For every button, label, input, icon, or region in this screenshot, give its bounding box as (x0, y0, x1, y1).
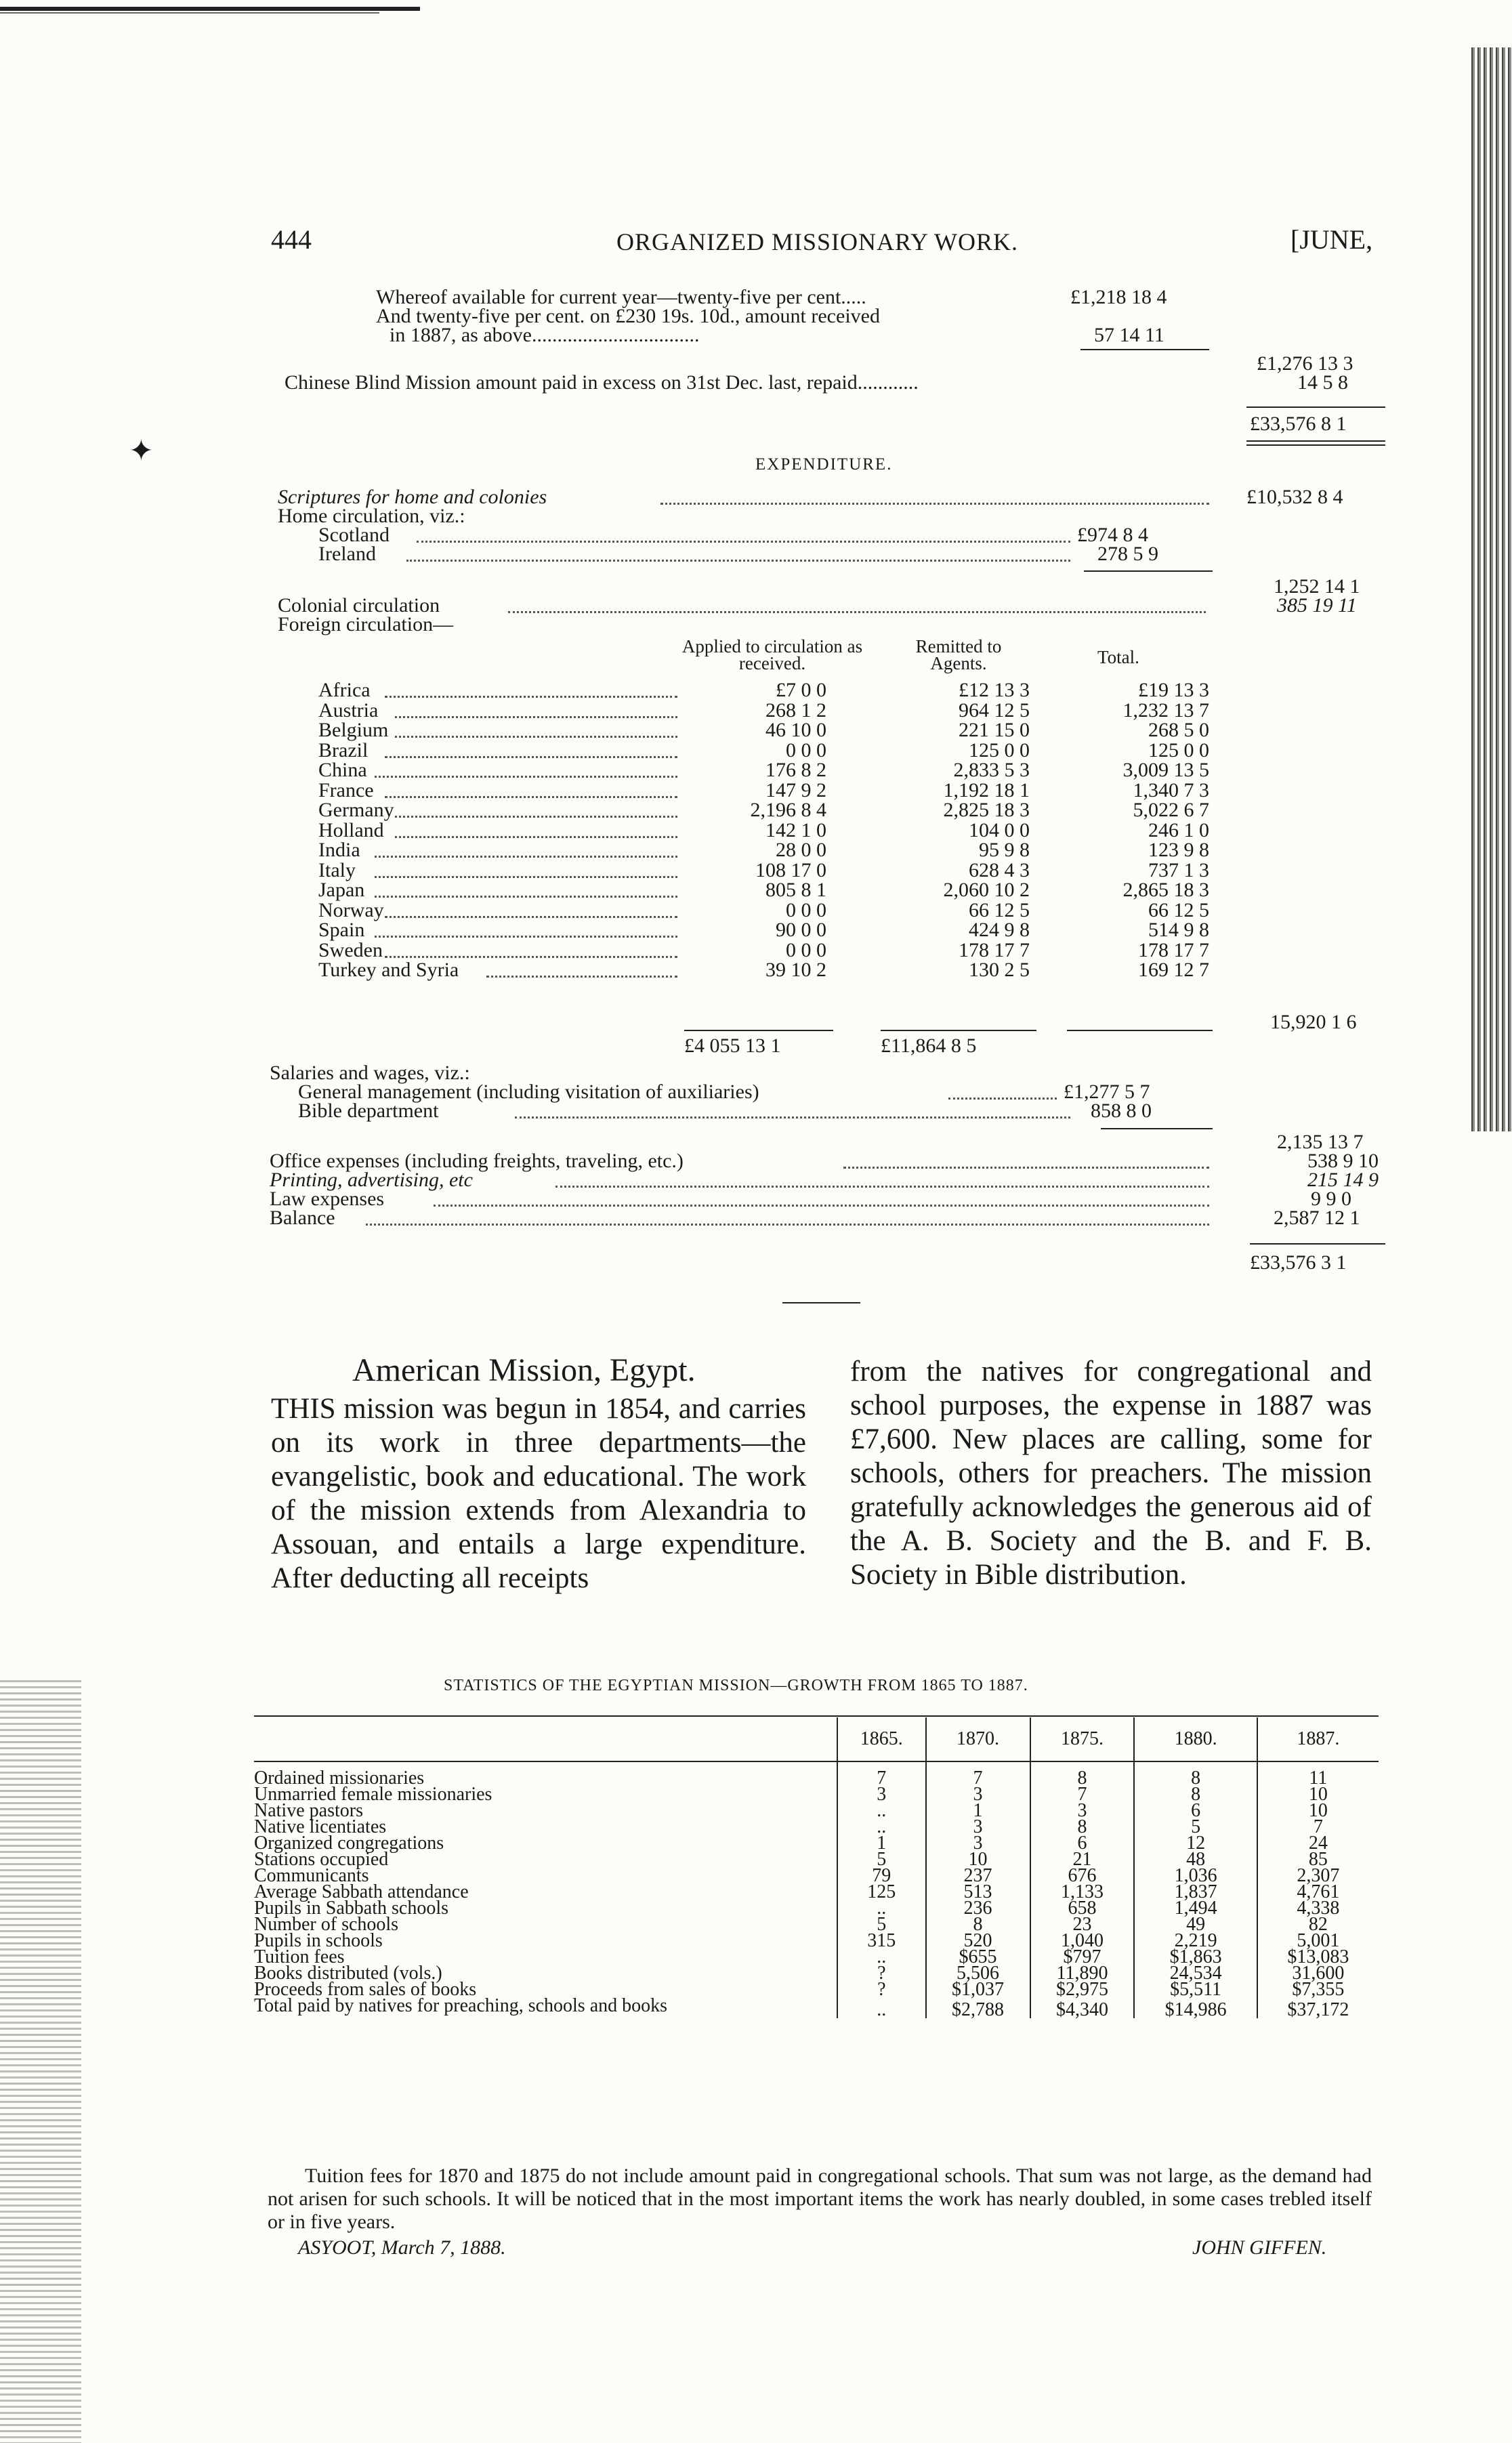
stats-cell: .. (837, 1819, 926, 1835)
stats-cell: 6 (1030, 1835, 1135, 1852)
remitted-value: 125 0 0 (969, 738, 1030, 761)
stats-row (254, 1835, 1379, 1852)
leader-dots (395, 836, 677, 838)
country-total: 737 1 3 (1148, 858, 1209, 881)
remitted-value: 95 9 8 (979, 839, 1030, 861)
stats-row-label: Total paid by natives for preaching, schools and books (254, 1995, 668, 2016)
remitted-value: 2,833 5 3 (953, 759, 1030, 781)
leader-dots (948, 1098, 1057, 1100)
fin-line-2: And twenty-five per cent. on £230 19s. 10d., amount received (376, 305, 880, 327)
running-head-right: [JUNE, (1290, 224, 1373, 255)
stats-cell: 85 (1257, 1852, 1379, 1868)
leader-dots (375, 876, 677, 878)
leader-dots (555, 1186, 1209, 1188)
stats-cell: 10 (1257, 1803, 1379, 1819)
stats-cell: 676 (1030, 1868, 1135, 1884)
stats-cell: 658 (1030, 1900, 1135, 1917)
stats-cell: 2,307 (1257, 1868, 1379, 1884)
scriptures-value: £10,532 8 4 (1246, 486, 1343, 508)
salaries-label: Salaries and wages, viz.: (270, 1062, 470, 1084)
applied-value: 0 0 0 (786, 738, 826, 761)
stats-cell: ? (837, 1982, 926, 1998)
salaries-total: 2,135 13 7 (1277, 1131, 1364, 1153)
expenditure-heading: EXPENDITURE. (755, 455, 893, 474)
remitted-value: 964 12 5 (959, 698, 1030, 722)
country-total: 268 5 0 (1148, 719, 1209, 741)
applied-value: 0 0 0 (786, 938, 826, 961)
rule (254, 1715, 1379, 1717)
country-total: £19 13 3 (1138, 679, 1209, 701)
stats-cell: $655 (926, 1949, 1030, 1965)
article-text-left: THIS mission was begun in 1854, and carries on its work in three departments—the evangelistic, book and educational. The work of the mission extends from Alexandria to Assouan, and entails a large expenditure. After deducting all receipts (271, 1393, 806, 1594)
stats-cell: 1 (926, 1803, 1030, 1819)
foreign-total: 15,920 1 6 (1270, 1011, 1357, 1033)
rule (1067, 1030, 1213, 1031)
stats-cell: 7 (837, 1761, 926, 1787)
rule (1101, 1128, 1213, 1129)
remitted-value: 1,192 18 1 (943, 778, 1030, 801)
sum-applied: £4 055 13 1 (684, 1035, 781, 1057)
stats-cell: 79 (837, 1868, 926, 1884)
leader-dots (515, 1116, 1070, 1119)
leader-dots (406, 560, 1070, 562)
rule (1246, 406, 1385, 408)
stats-row (254, 1900, 1379, 1917)
country-total: 125 0 0 (1148, 738, 1209, 761)
country-name: Japan (318, 879, 365, 901)
country-total: 66 12 5 (1148, 898, 1209, 921)
col-header-applied: Applied to circulation as received. (681, 636, 863, 673)
stats-cell: 1,837 (1134, 1884, 1257, 1900)
leader-dots (395, 736, 677, 738)
stats-cell: 49 (1134, 1917, 1257, 1933)
col-header-remitted: Remitted to Agents. (915, 636, 1002, 673)
stats-cell: 1,036 (1134, 1868, 1257, 1884)
colonial-value: 385 19 11 (1277, 594, 1357, 617)
stats-cell: .. (837, 1949, 926, 1965)
country-name: China (318, 759, 367, 781)
stats-cell: $2,975 (1030, 1982, 1135, 1998)
stats-cell: 11 (1257, 1761, 1379, 1787)
leader-dots (385, 696, 677, 698)
country-total: 3,009 13 5 (1122, 759, 1209, 781)
country-name: Norway (318, 898, 384, 921)
stats-cell: 6 (1134, 1803, 1257, 1819)
year-header: 1870. (926, 1717, 1030, 1761)
office-value: 538 9 10 (1307, 1150, 1379, 1172)
fin-line-1: Whereof available for current year—twenty-five per cent..... (376, 286, 866, 308)
stats-cell: 31,600 (1257, 1965, 1379, 1982)
remitted-value: 2,825 18 3 (943, 799, 1030, 821)
applied-value: 176 8 2 (765, 759, 826, 781)
stats-cell: $797 (1030, 1949, 1135, 1965)
general-management-value: £1,277 5 7 (1064, 1081, 1150, 1103)
section-divider (782, 1302, 860, 1303)
stats-row-label: Pupils in Sabbath schools (254, 1898, 449, 1919)
stats-row-label: Books distributed (vols.) (254, 1963, 442, 1984)
remitted-value: 424 9 8 (969, 919, 1030, 941)
rule (1246, 444, 1385, 446)
stats-cell: 24,534 (1134, 1965, 1257, 1982)
stats-cell: $1,863 (1134, 1949, 1257, 1965)
foreign-label: Foreign circulation— (278, 613, 454, 635)
statistics-table (254, 1717, 1379, 2018)
scriptures-label: Scriptures for home and colonies (278, 486, 547, 508)
applied-value: 90 0 0 (776, 919, 826, 941)
printing-label: Printing, advertising, etc (270, 1169, 473, 1191)
stats-cell: 8 (926, 1917, 1030, 1933)
printing-value: 215 14 9 (1307, 1169, 1379, 1191)
stats-cell: 5,506 (926, 1965, 1030, 1982)
country-name: Spain (318, 919, 365, 941)
stats-cell: 4,338 (1257, 1900, 1379, 1917)
stats-row (254, 1803, 1379, 1819)
scotland-value: £974 8 4 (1077, 524, 1148, 546)
article-text-right: from the natives for congregational and school purposes, the expense in 1887 was £7,600. New places are calling, some for schools, others for preachers. The mission gratefully acknowledges the generous aid of the A. B. Society and the B. and F. B. Society in Bible distribution. (850, 1356, 1372, 1591)
stats-cell: 12 (1134, 1835, 1257, 1852)
applied-value: 0 0 0 (786, 898, 826, 921)
remitted-value: 130 2 5 (969, 959, 1030, 981)
country-name: Austria (318, 698, 379, 722)
stats-row-label: Ordained missionaries (254, 1768, 425, 1789)
remitted-value: 2,060 10 2 (943, 879, 1030, 901)
year-header: 1880. (1134, 1717, 1257, 1761)
stats-cell: 3 (926, 1787, 1030, 1803)
sum-remitted: £11,864 8 5 (881, 1035, 977, 1057)
leader-dots (395, 716, 677, 718)
leader-dots (843, 1167, 1209, 1169)
colonial-label: Colonial circulation (278, 594, 440, 617)
stats-row-label: Stations occupied (254, 1849, 389, 1870)
leader-dots (375, 936, 677, 938)
applied-value: 147 9 2 (765, 778, 826, 801)
stats-cell: 8 (1030, 1819, 1135, 1835)
bible-department-label: Bible department (298, 1100, 439, 1122)
stats-row-label: Number of schools (254, 1914, 399, 1935)
scan-binding-edge (1471, 47, 1512, 1131)
fin-value-2: 57 14 11 (1094, 324, 1164, 346)
leader-dots (375, 776, 677, 778)
country-name: Sweden (318, 938, 383, 961)
applied-value: 2,196 8 4 (750, 799, 826, 821)
scan-edge-line-thin (0, 12, 379, 14)
remitted-value: 221 15 0 (959, 719, 1030, 741)
stats-row (254, 1761, 1379, 1787)
footnote-place-date: ASYOOT, March 7, 1888. (298, 2236, 506, 2259)
leader-dots (385, 756, 677, 758)
rule (1080, 349, 1209, 350)
stats-cell: 237 (926, 1868, 1030, 1884)
stats-cell: 315 (837, 1933, 926, 1949)
applied-value: £7 0 0 (776, 679, 826, 701)
general-management-label: General management (including visitation of auxiliaries) (298, 1081, 759, 1103)
stats-cell: 8 (1134, 1787, 1257, 1803)
stats-row-label: Organized congregations (254, 1833, 444, 1854)
leader-dots (375, 856, 677, 858)
fin-value-3: £1,276 13 3 (1257, 352, 1353, 375)
country-name: Belgium (318, 719, 389, 741)
scan-edge-line (0, 7, 420, 11)
stats-cell: 125 (837, 1884, 926, 1900)
applied-value: 108 17 0 (755, 858, 826, 881)
country-name: Germany (318, 799, 394, 821)
stats-cell: 3 (1030, 1803, 1135, 1819)
stats-cell: 3 (926, 1819, 1030, 1835)
country-name: Italy (318, 858, 356, 881)
country-total: 514 9 8 (1148, 919, 1209, 941)
stats-row-label: Native pastors (254, 1800, 363, 1821)
stats-cell: .. (837, 1803, 926, 1819)
remitted-value: 104 0 0 (969, 818, 1030, 841)
stats-cell: 236 (926, 1900, 1030, 1917)
year-header: 1875. (1030, 1717, 1135, 1761)
stats-row (254, 1787, 1379, 1803)
rule (881, 1030, 1036, 1031)
stats-cell: $7,355 (1257, 1982, 1379, 1998)
country-name: Africa (318, 679, 371, 701)
country-name: France (318, 778, 374, 801)
footnote-signature: JOHN GIFFEN. (1192, 2236, 1327, 2259)
rule (1250, 1243, 1385, 1245)
rule (684, 1030, 833, 1031)
scan-left-edge (0, 1680, 81, 2443)
applied-value: 268 1 2 (765, 698, 826, 722)
stats-cell: $2,788 (926, 1998, 1030, 2018)
stats-cell: 5 (1134, 1819, 1257, 1835)
home-total: 1,252 14 1 (1274, 575, 1360, 598)
scotland-label: Scotland (318, 524, 390, 546)
receipts-total: £33,576 8 1 (1250, 413, 1347, 435)
applied-value: 28 0 0 (776, 839, 826, 861)
stats-row (254, 1998, 1379, 2018)
country-total: 246 1 0 (1148, 818, 1209, 841)
country-name: India (318, 839, 360, 861)
stats-cell: $37,172 (1257, 1998, 1379, 2018)
remitted-value: 66 12 5 (969, 898, 1030, 921)
stats-cell: 82 (1257, 1917, 1379, 1933)
stats-cell: 11,890 (1030, 1965, 1135, 1982)
fin-line-3: in 1887, as above................................. (390, 324, 700, 346)
bible-department-value: 858 8 0 (1091, 1100, 1152, 1122)
stats-cell: $14,986 (1134, 1998, 1257, 2018)
country-total: 5,022 6 7 (1133, 799, 1209, 821)
stats-row-label: Native licentiates (254, 1816, 387, 1837)
stats-cell: 513 (926, 1884, 1030, 1900)
expenditure-grand-total: £33,576 3 1 (1250, 1251, 1347, 1274)
country-total: 169 12 7 (1138, 959, 1209, 981)
remitted-value: 628 4 3 (969, 858, 1030, 881)
footnote-text: Tuition fees for 1870 and 1875 do not include amount paid in congregational schools. That sum was not large, as the demand had not arisen for such schools. It will be noticed that in the most important items the work has nearly doubled, in some cases trebled itself or in five years. (268, 2165, 1372, 2233)
stats-cell: 24 (1257, 1835, 1379, 1852)
stats-cell: 21 (1030, 1852, 1135, 1868)
remitted-value: £12 13 3 (959, 679, 1030, 701)
stats-cell: 520 (926, 1933, 1030, 1949)
leader-dots (486, 976, 677, 978)
stats-row-label: Communicants (254, 1865, 369, 1886)
stats-cell: 1,494 (1134, 1900, 1257, 1917)
rule (1084, 570, 1213, 572)
stats-cell: 23 (1030, 1917, 1135, 1933)
stats-row-label: Proceeds from sales of books (254, 1979, 477, 2000)
stats-cell: $13,083 (1257, 1949, 1379, 1965)
law-value: 9 9 0 (1311, 1188, 1351, 1210)
applied-value: 805 8 1 (765, 879, 826, 901)
stats-row-label: Tuition fees (254, 1946, 345, 1967)
stats-cell: 8 (1134, 1761, 1257, 1787)
col-header-total: Total. (1097, 647, 1139, 667)
country-total: 2,865 18 3 (1122, 879, 1209, 901)
fin-line-4: Chinese Blind Mission amount paid in excess on 31st Dec. last, repaid............ (285, 371, 919, 394)
leader-dots (366, 1224, 1209, 1226)
stats-cell: 10 (926, 1852, 1030, 1868)
stats-cell: 10 (1257, 1787, 1379, 1803)
stats-cell: 5,001 (1257, 1933, 1379, 1949)
office-label: Office expenses (including freights, traveling, etc.) (270, 1150, 684, 1172)
stats-cell: .. (837, 1998, 926, 2018)
stats-cell: 48 (1134, 1852, 1257, 1868)
country-total: 1,340 7 3 (1133, 778, 1209, 801)
leader-dots (385, 956, 677, 958)
leader-dots (395, 816, 677, 818)
stats-cell: $4,340 (1030, 1998, 1135, 2018)
stats-row-label: Unmarried female missionaries (254, 1784, 492, 1805)
leader-dots (508, 611, 1206, 613)
country-total: 1,232 13 7 (1122, 698, 1209, 722)
applied-value: 46 10 0 (765, 719, 826, 741)
stats-cell: 8 (1030, 1761, 1135, 1787)
applied-value: 142 1 0 (765, 818, 826, 841)
year-header: 1887. (1257, 1717, 1379, 1761)
leader-dots (375, 896, 677, 898)
year-header: 1865. (837, 1717, 926, 1761)
stats-row-label: Average Sabbath attendance (254, 1881, 469, 1902)
ink-mark: ✦ (129, 434, 154, 467)
stats-cell: 1 (837, 1835, 926, 1852)
stats-row-label: Pupils in schools (254, 1930, 383, 1951)
balance-label: Balance (270, 1207, 335, 1229)
stats-cell: $5,511 (1134, 1982, 1257, 1998)
stats-cell: 7 (1030, 1787, 1135, 1803)
country-name: Turkey and Syria (318, 959, 459, 981)
stats-cell: 2,219 (1134, 1933, 1257, 1949)
stats-cell: 1,133 (1030, 1884, 1135, 1900)
leader-dots (417, 541, 1070, 543)
stats-cell: 5 (837, 1917, 926, 1933)
stats-caption: STATISTICS OF THE EGYPTIAN MISSION—GROWTH FROM 1865 TO 1887. (444, 1677, 1028, 1694)
stats-cell: .. (837, 1900, 926, 1917)
stats-label-header (254, 1717, 837, 1761)
country-total: 123 9 8 (1148, 839, 1209, 861)
leader-dots (434, 1205, 1209, 1207)
leader-dots (660, 503, 1209, 505)
ireland-label: Ireland (318, 543, 376, 565)
leader-dots (385, 916, 677, 918)
country-name: Holland (318, 818, 384, 841)
fin-value-1: £1,218 18 4 (1070, 286, 1167, 308)
country-total: 178 17 7 (1138, 938, 1209, 961)
remitted-value: 178 17 7 (959, 938, 1030, 961)
leader-dots (385, 796, 677, 798)
applied-value: 39 10 2 (765, 959, 826, 981)
stats-cell: ? (837, 1965, 926, 1982)
fin-value-4: 14 5 8 (1297, 371, 1348, 394)
stats-cell: 3 (926, 1835, 1030, 1852)
home-circulation-label: Home circulation, viz.: (278, 505, 465, 527)
ireland-value: 278 5 9 (1097, 543, 1158, 565)
stats-cell: 4,761 (1257, 1884, 1379, 1900)
country-name: Brazil (318, 738, 369, 761)
running-title: ORGANIZED MISSIONARY WORK. (616, 228, 1019, 255)
stats-cell: 7 (1257, 1819, 1379, 1835)
stats-cell: 3 (837, 1787, 926, 1803)
rule (1246, 440, 1385, 442)
stats-cell: 5 (837, 1852, 926, 1868)
page-number: 444 (271, 224, 312, 255)
stats-cell: $1,037 (926, 1982, 1030, 1998)
stats-cell: 1,040 (1030, 1933, 1135, 1949)
article-title: American Mission, Egypt. (352, 1352, 696, 1388)
law-label: Law expenses (270, 1188, 385, 1210)
balance-value: 2,587 12 1 (1274, 1207, 1360, 1229)
stats-cell: 7 (926, 1761, 1030, 1787)
